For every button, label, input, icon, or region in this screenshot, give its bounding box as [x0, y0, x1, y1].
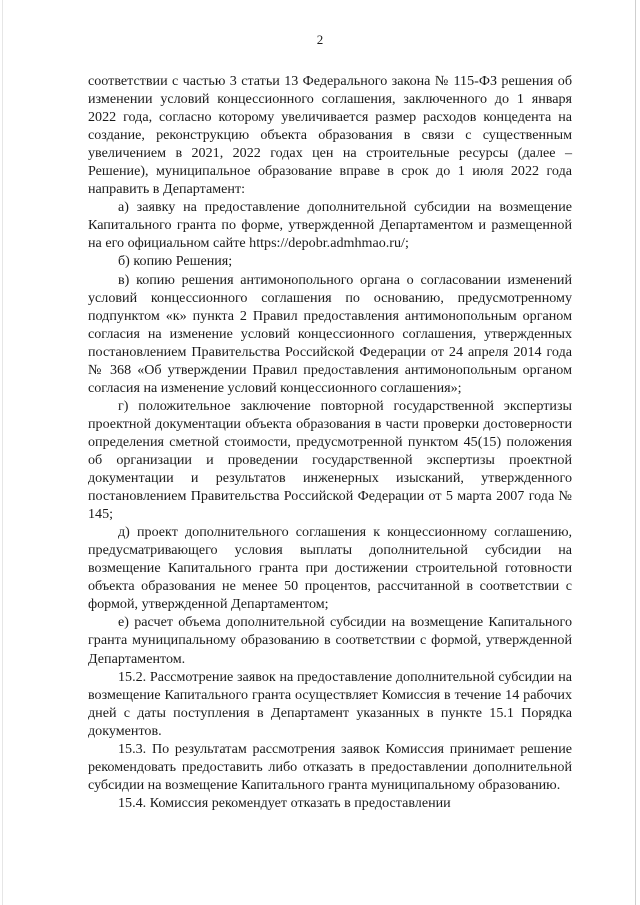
paragraph-item-d: д) проект дополнительного соглашения к концессионному соглашению, предусматривающего условия выплаты дополнительной субсидии на возмещение Капитального гранта при достижении строительной готовности объекта образования не менее 50 процентов, рассчитанной в соответствии с формой, утвержденной Департаментом; [88, 524, 572, 613]
paragraph-15-3: 15.3. По результатам рассмотрения заявок Комиссия принимает решение рекомендовать предоставить либо отказать в предоставлении дополнительной субсидии на возмещение Капитального гранта муниципальному образованию. [88, 740, 572, 793]
paragraph-intro: соответствии с частью 3 статьи 13 Федерального закона № 115-ФЗ решения об изменении условий концессионного соглашения, заключенного до 1 января 2022 года, согласно которому увеличивается размер расходов концедента на создание, реконструкцию объекта образования в связи с существенным увеличением в 2021, 2022 годах цен на строительные ресурсы (далее – Решение), муниципальное образование вправе в срок до 1 июля 2022 года направить в Департамент: [88, 73, 572, 198]
paragraph-item-e: е) расчет объема дополнительной субсидии на возмещение Капитального гранта муниципальному образованию в соответствии с формой, утвержденной Департаментом. [88, 614, 572, 667]
page-number: 2 [316, 32, 324, 47]
paragraph-item-v: в) копию решения антимонопольного органа о согласовании изменений условий концессионного соглашения по основанию, предусмотренному подпунктом «к» пункта 2 Правил предоставления антимонопольным органом согласия на изменение условий концессионного соглашения, утвержденных постановлением Правительства Российской Федерации от 24 апреля 2014 года № 368 «Об утверждении Правил предоставления антимонопольным органом согласия на изменение условий концессионного соглашения»; [88, 271, 572, 396]
page-right-edge [635, 0, 636, 905]
paragraph-item-a: а) заявку на предоставление дополнительной субсидии на возмещение Капитального гранта по форме, утвержденной Департаментом и размещенной на его официальном сайте https://depobr.admhmao.ru/; [88, 199, 572, 252]
document-body [88, 72, 572, 812]
paragraph-15-2: 15.2. Рассмотрение заявок на предоставление дополнительной субсидии на возмещение Капитального гранта осуществляет Комиссия в течение 14 рабочих дней с даты поступления в Департамент указанных в пункте 15.1 Порядка документов. [88, 668, 572, 739]
paragraph-item-g: г) положительное заключение повторной государственной экспертизы проектной документации объекта образования в части проверки достоверности определения сметной стоимости, предусмотренной пунктом 45(15) положения об организации и проведении государственной экспертизы проектной документации и результатов инженерных изысканий, утвержденного постановлением Правительства Российской Федерации от 5 марта 2007 года № 145; [88, 397, 572, 523]
paragraph-item-b: б) копию Решения; [118, 253, 233, 270]
page-left-edge [2, 0, 3, 905]
paragraph-15-4: 15.4. Комиссия рекомендует отказать в предоставлении [118, 794, 451, 811]
